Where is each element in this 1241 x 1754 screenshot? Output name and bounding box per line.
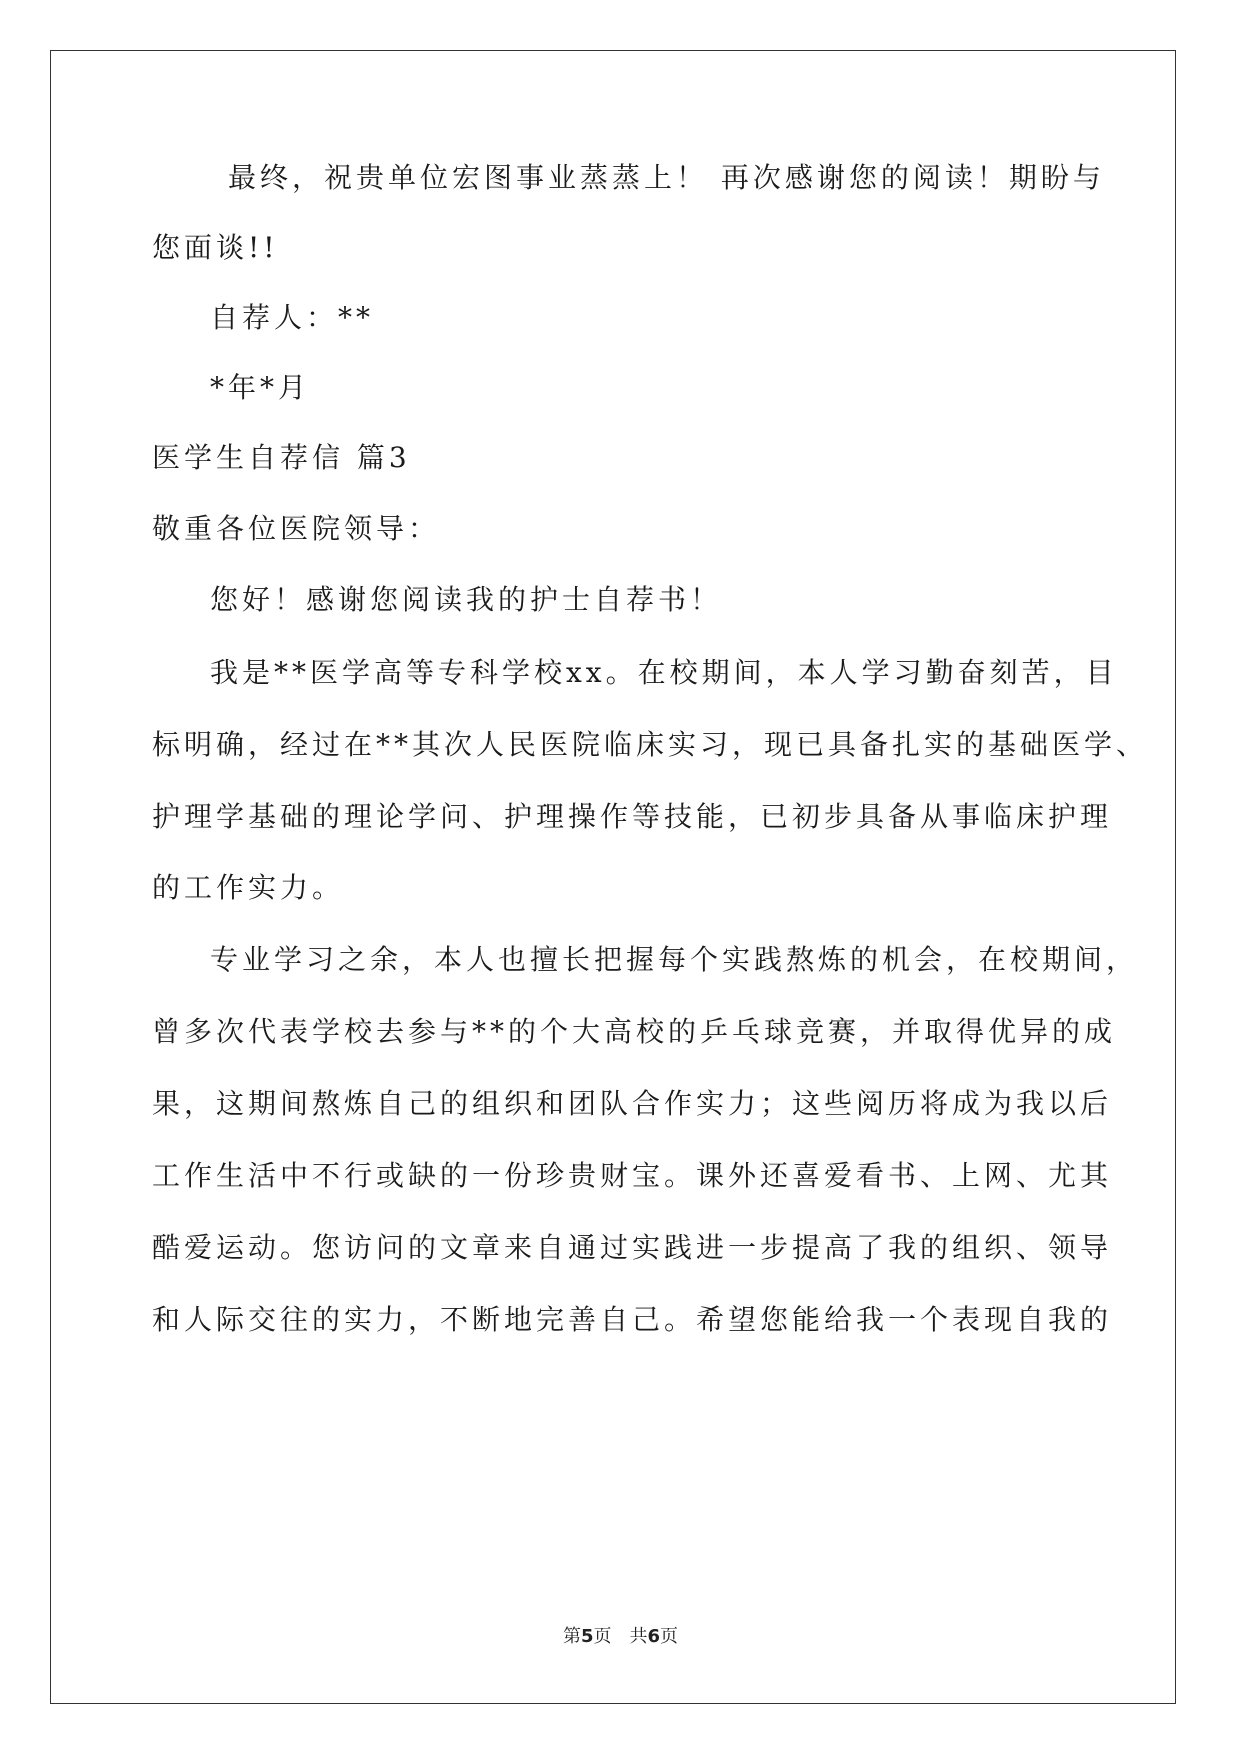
- date-line: *年*月: [210, 371, 311, 404]
- footer-prefix: 第: [562, 1626, 581, 1647]
- text-line: 酷爱运动。您访问的文章来自通过实践进一步提高了我的组织、领导: [152, 1231, 1113, 1264]
- footer-mid: 页 共: [593, 1626, 648, 1647]
- salutation: 敬重各位医院领导：: [152, 512, 441, 545]
- footer-page-total: 6: [647, 1626, 661, 1647]
- section-heading: 医学生自荐信 篇3: [152, 441, 411, 474]
- text-line: 您面谈!!: [152, 231, 279, 264]
- text-line: 的工作实力。: [152, 871, 345, 904]
- text-line: 曾多次代表学校去参与**的个大高校的乒乓球竞赛，并取得优异的成: [152, 1015, 1117, 1048]
- text-line: 专业学习之余，本人也擅长把握每个实践熬炼的机会，在校期间，: [210, 943, 1139, 976]
- footer-suffix: 页: [660, 1626, 679, 1647]
- text-line: 护理学基础的理论学问、护理操作等技能，已初步具备从事临床护理: [152, 800, 1113, 833]
- text-line: 您好！感谢您阅读我的护士自荐书！: [210, 583, 723, 616]
- text-line: 标明确，经过在**其次人民医院临床实习，现已具备扎实的基础医学、: [152, 728, 1149, 761]
- text-line: 我是**医学高等专科学校xx。在校期间，本人学习勤奋刻苦，目: [210, 656, 1118, 689]
- signature-line: 自荐人：**: [210, 301, 375, 334]
- footer-page-current: 5: [580, 1626, 594, 1647]
- text-line: 工作生活中不行或缺的一份珍贵财宝。课外还喜爱看书、上网、尤其: [152, 1159, 1113, 1192]
- text-line: 和人际交往的实力，不断地完善自己。希望您能给我一个表现自我的: [152, 1303, 1113, 1336]
- text-line: 最终，祝贵单位宏图事业蒸蒸上！ 再次感谢您的阅读！期盼与: [228, 161, 1105, 194]
- page-footer: [0, 1622, 1241, 1648]
- text-line: 果，这期间熬炼自己的组织和团队合作实力；这些阅历将成为我以后: [152, 1087, 1113, 1120]
